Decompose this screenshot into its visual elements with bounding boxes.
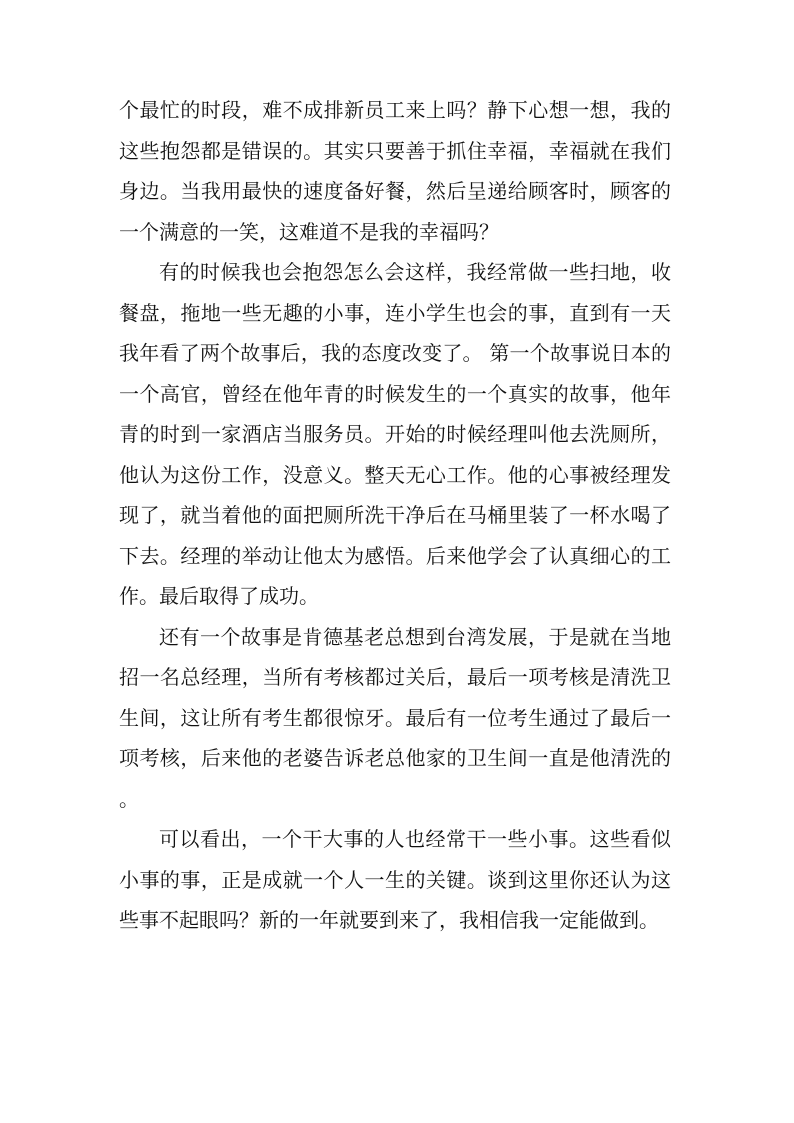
paragraph-conclusion: 可以看出，一个干大事的人也经常干一些小事。这些看似小事的事，正是成就一个人一生的关键。谈到这里你还认为这些事不起眼吗？新的一年就要到来了，我相信我一定能做到。	[119, 827, 671, 932]
paragraph-second-story: 还有一个故事是肯德基老总想到台湾发展，于是就在当地招一名总经理，当所有考核都过关后，最后一项考核是清洗卫生间，这让所有考生都很惊牙。最后有一位考生通过了最后一项考核，后来他的老婆告诉老总他家的卫生间一直是他清洗的。	[119, 624, 671, 811]
paragraph-first-story: 有的时候我也会抱怨怎么会这样，我经常做一些扫地，收餐盘，拖地一些无趣的小事，连小学生也会的事，直到有一天我年看了两个故事后，我的态度改变了。 第一个故事说日本的一个高官，曾经在他年青的时候发生的一个真实的故事，他年青的时到一家酒店当服务员。开始的时候经理叫他去洗厕所，他认为这份工作，没意义。整天无心工作。他的心事被经理发现了，就当着他的面把厕所洗干净后在马桶里装了一杯水喝了下去。经理的举动让他太为感悟。后来他学会了认真细心的工作。最后取得了成功。	[119, 260, 671, 608]
document-body	[119, 90, 671, 941]
paragraph-continuation: 个最忙的时段，难不成排新员工来上吗？静下心想一想，我的这些抱怨都是错误的。其实只要善于抓住幸福，幸福就在我们身边。当我用最快的速度备好餐，然后呈递给顾客时，顾客的一个满意的一笑，这难道不是我的幸福吗？	[119, 98, 671, 244]
